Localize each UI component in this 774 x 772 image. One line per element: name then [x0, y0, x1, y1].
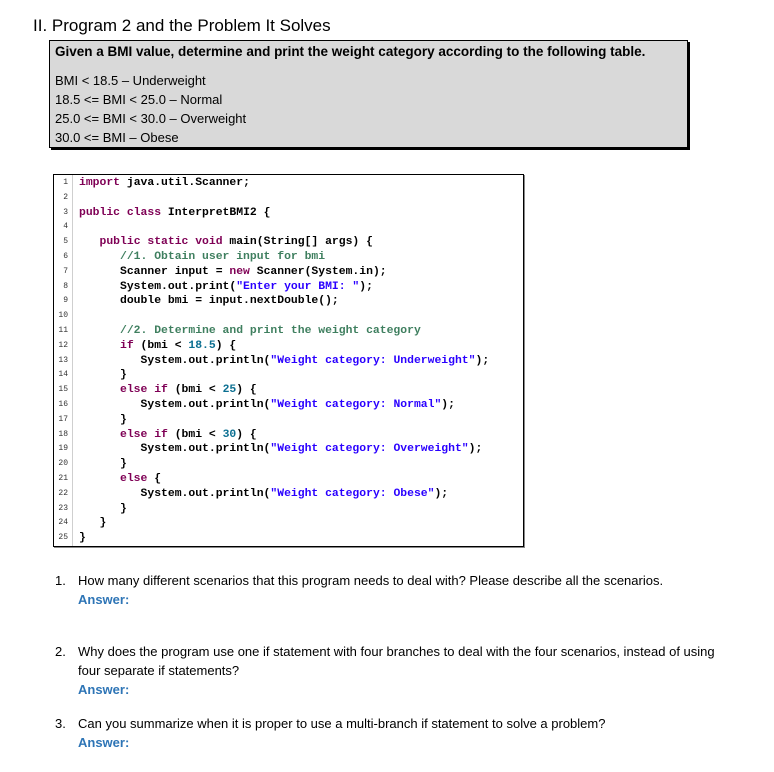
code-line — [54, 428, 523, 443]
line-number: 15 — [58, 385, 68, 395]
answer-label: Answer: — [78, 682, 130, 697]
code-token: "Enter your BMI: " — [236, 280, 360, 293]
code-token: 30 — [222, 428, 237, 441]
answer-label: Answer: — [78, 592, 130, 607]
code-token: if — [120, 339, 141, 352]
code-text — [79, 324, 421, 339]
line-number: 8 — [63, 281, 68, 291]
code-token: java.util.Scanner; — [126, 177, 250, 189]
code-token: (bmi < — [174, 428, 223, 441]
code-line — [54, 176, 523, 191]
code-token: 18.5 — [188, 339, 216, 352]
code-text — [79, 354, 489, 369]
code-text — [79, 502, 127, 517]
code-token: "Weight category: Obese" — [270, 487, 435, 500]
line-number: 14 — [58, 370, 68, 380]
code-line — [54, 339, 523, 354]
line-number: 1 — [63, 178, 68, 187]
code-line — [54, 531, 523, 546]
code-token: //2. Determine and print the weight category — [120, 324, 421, 337]
code-token: else — [120, 472, 155, 485]
code-line — [54, 383, 523, 398]
code-token: } — [79, 502, 127, 515]
code-token — [79, 384, 120, 396]
line-number: 17 — [58, 414, 68, 424]
code-token: Scanner(System.in); — [256, 265, 387, 278]
code-token: import — [79, 177, 127, 189]
question-text: Can you summarize when it is proper to use a multi-branch if statement to solve a problem? — [78, 716, 606, 731]
code-text — [79, 472, 161, 487]
code-text — [79, 294, 339, 309]
code-text — [79, 428, 257, 443]
section-title: II. Program 2 and the Problem It Solves — [33, 16, 331, 35]
code-listing — [53, 174, 524, 547]
code-token: ); — [359, 280, 373, 293]
question-number: 3. — [55, 716, 66, 731]
code-token: System.out.println( — [79, 398, 271, 411]
code-token: ); — [468, 443, 483, 456]
code-token: (bmi < — [174, 384, 223, 397]
code-token: Scanner input = — [79, 265, 230, 278]
code-token — [79, 236, 100, 248]
code-token: ); — [441, 398, 455, 411]
code-text — [79, 206, 270, 221]
question-text: How many different scenarios that this program needs to deal with? Please describe all the scenarios. — [78, 573, 664, 588]
code-lines — [54, 176, 523, 546]
code-line — [54, 250, 523, 265]
code-text — [79, 442, 482, 457]
code-line — [54, 265, 523, 280]
code-token: ); — [434, 487, 449, 500]
code-token: ) { — [215, 339, 237, 352]
code-token: } — [79, 532, 86, 545]
code-token: new — [229, 265, 257, 278]
bmi-category-row: 30.0 <= BMI – Obese — [55, 130, 179, 145]
code-token: } — [79, 413, 127, 426]
code-token: (bmi < — [140, 339, 189, 352]
code-line — [54, 398, 523, 413]
code-token: //1. Obtain user input for bmi — [120, 250, 326, 263]
line-number: 6 — [63, 251, 68, 261]
code-token — [79, 325, 120, 337]
line-number: 18 — [58, 429, 68, 439]
question-text: Why does the program use one if statement with four branches to deal with the four scenarios, instead of using four separate if statements? — [78, 644, 715, 678]
code-text — [79, 339, 236, 354]
code-token: else if — [120, 384, 175, 397]
code-line — [54, 457, 523, 472]
line-number: 19 — [58, 444, 68, 454]
code-text — [79, 487, 448, 502]
bmi-category-row: BMI < 18.5 – Underweight — [55, 73, 206, 88]
code-text — [79, 398, 455, 413]
question-number: 1. — [55, 573, 66, 588]
code-text — [79, 235, 373, 250]
code-token: double bmi = input.nextDouble(); — [79, 295, 339, 308]
code-token: "Weight category: Normal" — [270, 398, 442, 411]
problem-description: Given a BMI value, determine and print the weight category according to the following table. — [55, 44, 646, 59]
line-number: 20 — [58, 459, 68, 469]
problem-statement-box — [49, 40, 688, 148]
code-text — [79, 413, 127, 428]
code-token: 25 — [222, 384, 237, 397]
line-number: 25 — [58, 533, 68, 543]
line-number: 7 — [63, 266, 68, 276]
code-token: else if — [120, 428, 175, 441]
code-token — [79, 473, 120, 485]
code-token: "Weight category: Overweight" — [270, 443, 469, 456]
code-line — [54, 220, 523, 235]
line-number: 12 — [58, 340, 68, 350]
line-number: 24 — [58, 518, 68, 528]
code-token — [79, 340, 120, 352]
bmi-category-row: 18.5 <= BMI < 25.0 – Normal — [55, 92, 223, 107]
question-number: 2. — [55, 644, 66, 659]
answer-label: Answer: — [78, 735, 130, 750]
code-text — [79, 265, 387, 280]
code-text — [79, 383, 257, 398]
code-token: System.out.println( — [79, 354, 271, 367]
line-number: 13 — [58, 355, 68, 365]
code-line — [54, 413, 523, 428]
line-number: 16 — [58, 399, 68, 409]
line-number: 4 — [63, 222, 68, 232]
code-line — [54, 368, 523, 383]
code-token — [79, 251, 120, 263]
code-line — [54, 206, 523, 221]
code-token: } — [79, 458, 127, 471]
code-token: ) { — [236, 384, 257, 397]
code-line — [54, 235, 523, 250]
line-number: 5 — [63, 237, 68, 247]
code-line — [54, 472, 523, 487]
bmi-category-row: 25.0 <= BMI < 30.0 – Overweight — [55, 111, 247, 126]
code-token: ); — [475, 354, 490, 367]
code-line — [54, 502, 523, 517]
code-token: } — [79, 517, 107, 530]
line-number: 2 — [63, 192, 68, 202]
code-token: System.out.println( — [79, 443, 271, 456]
code-token: public static void — [99, 236, 230, 249]
code-line — [54, 487, 523, 502]
code-token: System.out.println( — [79, 487, 271, 500]
code-line — [54, 294, 523, 309]
code-line — [54, 354, 523, 369]
code-text — [79, 280, 373, 295]
code-line — [54, 442, 523, 457]
code-text — [79, 457, 127, 472]
line-number: 11 — [58, 325, 68, 335]
code-token: public class — [79, 206, 168, 219]
code-line — [54, 309, 523, 324]
code-token: } — [79, 369, 127, 382]
code-token: InterpretBMI2 { — [167, 206, 271, 219]
code-text — [79, 176, 250, 191]
code-token: System.out.print( — [79, 280, 237, 293]
code-line — [54, 324, 523, 339]
line-number: 10 — [58, 311, 68, 321]
code-line — [54, 191, 523, 206]
code-token — [79, 429, 120, 441]
code-text — [79, 516, 106, 531]
code-text — [79, 250, 325, 265]
code-line — [54, 280, 523, 295]
code-token: { — [154, 472, 162, 485]
line-number: 3 — [63, 207, 68, 217]
line-number: 22 — [58, 488, 68, 498]
code-token: ) { — [236, 428, 257, 441]
code-line — [54, 516, 523, 531]
bmi-category-table — [55, 71, 246, 147]
line-number: 21 — [58, 473, 68, 483]
code-text — [79, 368, 127, 383]
line-number: 9 — [63, 296, 68, 306]
code-token: main(String[] args) { — [229, 236, 373, 249]
code-token: "Weight category: Underweight" — [270, 354, 476, 367]
code-text — [79, 531, 86, 546]
line-number: 23 — [58, 503, 68, 513]
